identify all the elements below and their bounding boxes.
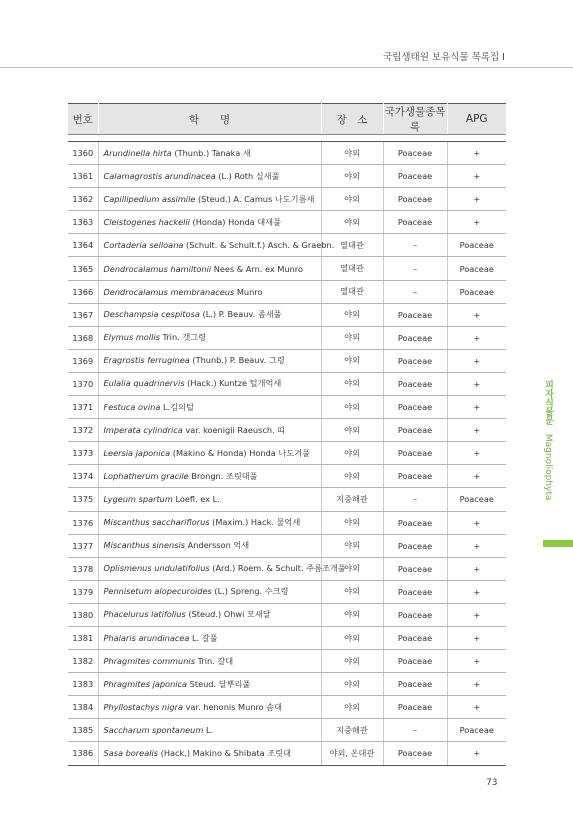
table-row — [68, 188, 506, 211]
row-place: 야외, 온대관 — [321, 742, 383, 765]
column-header-apg: APG — [447, 104, 506, 135]
row-scientific-name — [98, 696, 321, 719]
row-number: 1369 — [68, 349, 98, 372]
row-apg: + — [447, 326, 506, 349]
row-place: 야외 — [321, 696, 383, 719]
row-place: 야외 — [321, 419, 383, 442]
row-scientific-name — [98, 257, 321, 280]
row-species-italic: Elymus mollis — [103, 332, 160, 343]
row-apg: + — [447, 557, 506, 580]
row-species-italic: Arundinella hirta — [103, 147, 172, 158]
row-species-italic: Pennisetum alopecuroides — [103, 586, 212, 597]
table-row — [68, 303, 506, 326]
row-author-common: Loefl. ex L. — [172, 494, 220, 505]
row-scientific-name — [98, 396, 321, 419]
row-place: 야외 — [321, 142, 383, 165]
row-scientific-name — [98, 488, 321, 511]
row-place: 야외 — [321, 442, 383, 465]
row-species-italic: Cortaderia selloana — [103, 240, 184, 251]
row-number: 1384 — [68, 696, 98, 719]
row-national-list: Poaceae — [383, 303, 447, 326]
row-scientific-name — [98, 349, 321, 372]
row-species-italic: Lophatherum gracile — [103, 470, 189, 481]
row-place: 야외 — [321, 349, 383, 372]
row-place: 열대관 — [321, 257, 383, 280]
table-row — [68, 396, 506, 419]
row-national-list: Poaceae — [383, 211, 447, 234]
row-scientific-name — [98, 142, 321, 165]
row-number: 1378 — [68, 557, 98, 580]
table-row — [68, 442, 506, 465]
row-place: 지중해관 — [321, 719, 383, 742]
row-author-common: Trin. 갈대 — [194, 655, 234, 666]
row-national-list: Poaceae — [383, 696, 447, 719]
row-apg: Poaceae — [447, 488, 506, 511]
row-national-list: Poaceae — [383, 349, 447, 372]
row-place: 야외 — [321, 326, 383, 349]
row-author-common: L.김의털 — [160, 401, 194, 412]
row-species-italic: Saccharum spontaneum — [103, 725, 204, 736]
row-number: 1366 — [68, 280, 98, 303]
row-number: 1368 — [68, 326, 98, 349]
row-number: 1363 — [68, 211, 98, 234]
row-apg: + — [447, 742, 506, 765]
row-national-list: Poaceae — [383, 580, 447, 603]
row-apg: + — [447, 511, 506, 534]
row-place: 야외 — [321, 626, 383, 649]
row-scientific-name — [98, 603, 321, 626]
table-row — [68, 580, 506, 603]
row-scientific-name — [98, 372, 321, 395]
row-apg: Poaceae — [447, 234, 506, 257]
row-apg: + — [447, 603, 506, 626]
row-species-italic: Calamagrostis arundinacea — [103, 170, 216, 181]
row-scientific-name — [98, 719, 321, 742]
header-rule — [0, 67, 573, 68]
row-national-list: Poaceae — [383, 326, 447, 349]
row-species-italic: Eragrostis ferruginea — [103, 355, 190, 366]
row-scientific-name — [98, 211, 321, 234]
row-species-italic: Dendrocalamus hamiltonii — [103, 263, 212, 274]
row-number: 1364 — [68, 234, 98, 257]
row-national-list: Poaceae — [383, 557, 447, 580]
row-national-list: Poaceae — [383, 142, 447, 165]
row-national-list: – — [383, 488, 447, 511]
row-number: 1381 — [68, 626, 98, 649]
row-number: 1360 — [68, 142, 98, 165]
row-place: 야외 — [321, 188, 383, 211]
table-row — [68, 465, 506, 488]
row-national-list: – — [383, 719, 447, 742]
row-apg: + — [447, 188, 506, 211]
row-number: 1386 — [68, 742, 98, 765]
row-species-italic: Phragmites communis — [103, 655, 195, 666]
row-author-common: (Schult. & Schult.f.) Asch. & Graebn. — [183, 240, 335, 251]
row-author-common: (Thunb.) Tanaka 새 — [171, 147, 251, 158]
row-place: 야외 — [321, 650, 383, 673]
row-place: 야외 — [321, 396, 383, 419]
row-place: 열대관 — [321, 280, 383, 303]
row-number: 1371 — [68, 396, 98, 419]
row-apg: + — [447, 580, 506, 603]
row-number: 1372 — [68, 419, 98, 442]
row-scientific-name — [98, 511, 321, 534]
row-national-list: – — [383, 280, 447, 303]
table-row — [68, 257, 506, 280]
row-apg: + — [447, 534, 506, 557]
row-number: 1367 — [68, 303, 98, 326]
side-tab-bar — [543, 540, 573, 547]
row-national-list: Poaceae — [383, 742, 447, 765]
row-place: 야외 — [321, 372, 383, 395]
row-apg: + — [447, 650, 506, 673]
row-national-list: Poaceae — [383, 603, 447, 626]
row-apg: + — [447, 211, 506, 234]
row-scientific-name — [98, 650, 321, 673]
row-scientific-name — [98, 557, 346, 580]
row-species-italic: Miscanthus sacchariflorus — [103, 517, 210, 528]
row-apg: + — [447, 303, 506, 326]
table-row — [68, 488, 506, 511]
row-place: 야외 — [321, 511, 383, 534]
row-place: 야외 — [321, 211, 383, 234]
row-number: 1373 — [68, 442, 98, 465]
row-species-italic: Imperata cylindrica — [103, 424, 183, 435]
row-national-list: Poaceae — [383, 673, 447, 696]
row-scientific-name — [98, 234, 335, 257]
page-number: 73 — [486, 778, 498, 788]
row-apg: + — [447, 626, 506, 649]
row-author-common: (Ard.) Roem. & Schult. 주름조개풀 — [209, 563, 346, 574]
row-place: 야외 — [321, 165, 383, 188]
table-row — [68, 165, 506, 188]
table-row — [68, 372, 506, 395]
row-number: 1383 — [68, 673, 98, 696]
row-number: 1379 — [68, 580, 98, 603]
row-scientific-name — [98, 303, 321, 326]
row-author-common: Brongn. 조릿대풀 — [188, 470, 258, 481]
row-national-list: Poaceae — [383, 534, 447, 557]
row-apg: Poaceae — [447, 257, 506, 280]
row-apg: + — [447, 465, 506, 488]
row-author-common: (Steud.) A. Camus 나도기름새 — [195, 193, 315, 204]
side-tab-latin: Magnoliophyta — [543, 433, 553, 501]
column-header-number: 번호 — [68, 104, 98, 135]
row-author-common: (Makino & Honda) Honda 나도겨풀 — [170, 447, 311, 458]
table-row — [68, 673, 506, 696]
row-author-common: Nees & Arn. ex Munro — [211, 263, 303, 274]
column-header-place: 장 소 — [321, 104, 383, 135]
row-scientific-name — [98, 534, 321, 557]
row-species-italic: Capillipedium assimile — [103, 193, 196, 204]
row-number: 1382 — [68, 650, 98, 673]
row-scientific-name — [98, 326, 321, 349]
row-scientific-name — [98, 280, 321, 303]
table-row — [68, 326, 506, 349]
row-author-common: (L.) Roth 실새풀 — [215, 170, 280, 181]
row-apg: + — [447, 349, 506, 372]
row-national-list: Poaceae — [383, 465, 447, 488]
row-author-common: L. 갈풀 — [189, 632, 218, 643]
table-row — [68, 234, 506, 257]
row-number: 1365 — [68, 257, 98, 280]
row-place: 야외 — [321, 580, 383, 603]
row-author-common: (Maxim.) Hack. 물억새 — [209, 517, 301, 528]
row-species-italic: Miscanthus sinensis — [103, 540, 186, 551]
row-national-list: Poaceae — [383, 419, 447, 442]
row-place: 야외 — [321, 673, 383, 696]
row-species-italic: Phragmites japonica — [103, 678, 188, 689]
row-author-common: (L.) Spreng. 수크령 — [211, 586, 289, 597]
plant-list-table — [68, 103, 506, 766]
table-row — [68, 696, 506, 719]
row-author-common: Andersson 억새 — [185, 540, 250, 551]
row-author-common: L. — [203, 725, 214, 736]
row-apg: + — [447, 442, 506, 465]
row-author-common: (Honda) Honda 대새풀 — [189, 216, 281, 227]
row-apg: + — [447, 419, 506, 442]
header-spacer — [68, 135, 506, 142]
row-number: 1361 — [68, 165, 98, 188]
row-apg: + — [447, 396, 506, 419]
column-header-scientific-name: 학 명 — [98, 104, 321, 135]
row-scientific-name — [98, 419, 321, 442]
row-species-italic: Oplismenus undulatifolius — [103, 563, 210, 574]
table-row — [68, 719, 506, 742]
row-place: 지중해관 — [321, 488, 383, 511]
row-species-italic: Festuca ovina — [103, 401, 161, 412]
row-species-italic: Phacelurus latifolius — [103, 609, 186, 620]
row-national-list: Poaceae — [383, 396, 447, 419]
row-national-list: Poaceae — [383, 165, 447, 188]
table-row — [68, 211, 506, 234]
row-scientific-name — [98, 673, 321, 696]
row-author-common: Munro — [234, 286, 263, 297]
table-row — [68, 534, 506, 557]
row-number: 1380 — [68, 603, 98, 626]
row-species-italic: Deschampsia cespitosa — [103, 309, 200, 320]
row-number: 1362 — [68, 188, 98, 211]
row-place: 야외 — [321, 534, 383, 557]
row-national-list: Poaceae — [383, 650, 447, 673]
row-number: 1374 — [68, 465, 98, 488]
row-national-list: – — [383, 234, 447, 257]
row-scientific-name — [98, 442, 321, 465]
row-place: 야외 — [321, 303, 383, 326]
table-row — [68, 280, 506, 303]
row-author-common: (Hack.) Makino & Shibata 조릿대 — [158, 747, 291, 758]
row-author-common: var. henonis Munro 솜대 — [182, 701, 283, 712]
table-row — [68, 603, 506, 626]
row-number: 1375 — [68, 488, 98, 511]
table-row — [68, 349, 506, 372]
row-place: 야외 — [321, 603, 383, 626]
row-author-common: (Steud.) Ohwi 모새달 — [185, 609, 271, 620]
row-author-common: Steud. 달뿌리풀 — [187, 678, 251, 689]
row-scientific-name — [98, 742, 321, 765]
row-species-italic: Eulalia quadrinervis — [103, 378, 185, 389]
row-national-list: Poaceae — [383, 188, 447, 211]
row-scientific-name — [98, 165, 321, 188]
table-header-row — [68, 104, 506, 135]
row-number: 1376 — [68, 511, 98, 534]
row-scientific-name — [98, 626, 321, 649]
table-row — [68, 650, 506, 673]
row-species-italic: Dendrocalamus membranaceus — [103, 286, 235, 297]
row-apg: + — [447, 696, 506, 719]
row-apg: Poaceae — [447, 280, 506, 303]
row-apg: + — [447, 142, 506, 165]
row-species-italic: Lygeum spartum — [103, 494, 173, 505]
row-author-common: var. koenigii Raeusch. 띠 — [182, 424, 286, 435]
table-row — [68, 511, 506, 534]
side-tab-korean: 피자식물문 — [543, 380, 553, 425]
row-species-italic: Sasa borealis — [103, 747, 159, 758]
row-scientific-name — [98, 465, 321, 488]
row-species-italic: Cleistogenes hackelii — [103, 216, 190, 227]
row-apg: Poaceae — [447, 719, 506, 742]
row-national-list: Poaceae — [383, 442, 447, 465]
row-apg: + — [447, 673, 506, 696]
row-national-list: Poaceae — [383, 626, 447, 649]
row-species-italic: Phalaris arundinacea — [103, 632, 190, 643]
table-row — [68, 142, 506, 165]
row-scientific-name — [98, 188, 321, 211]
side-tab-label — [542, 380, 555, 500]
column-header-national-list: 국가생물종목록 — [383, 104, 447, 135]
row-number: 1385 — [68, 719, 98, 742]
row-place: 야외 — [321, 557, 383, 580]
table-row — [68, 626, 506, 649]
row-national-list: Poaceae — [383, 372, 447, 395]
table-row — [68, 419, 506, 442]
row-author-common: (Hack.) Kuntze 털개억새 — [184, 378, 282, 389]
row-national-list: – — [383, 257, 447, 280]
row-number: 1377 — [68, 534, 98, 557]
table-row — [68, 742, 506, 765]
row-author-common: Trin. 갯그령 — [159, 332, 207, 343]
row-number: 1370 — [68, 372, 98, 395]
table-body — [68, 142, 506, 766]
table-row — [68, 557, 506, 580]
row-apg: + — [447, 165, 506, 188]
row-place: 야외 — [321, 465, 383, 488]
row-species-italic: Leersia japonica — [103, 447, 171, 458]
row-author-common: (Thunb.) P. Beauv. 그령 — [189, 355, 285, 366]
row-apg: + — [447, 372, 506, 395]
running-head: 국립생태원 보유식물 목록집 I — [383, 52, 505, 63]
row-national-list: Poaceae — [383, 511, 447, 534]
row-species-italic: Phyllostachys nigra — [103, 701, 183, 712]
row-place: 열대관 — [321, 234, 383, 257]
row-scientific-name — [98, 580, 321, 603]
row-author-common: (L.) P. Beauv. 좀새풀 — [199, 309, 282, 320]
